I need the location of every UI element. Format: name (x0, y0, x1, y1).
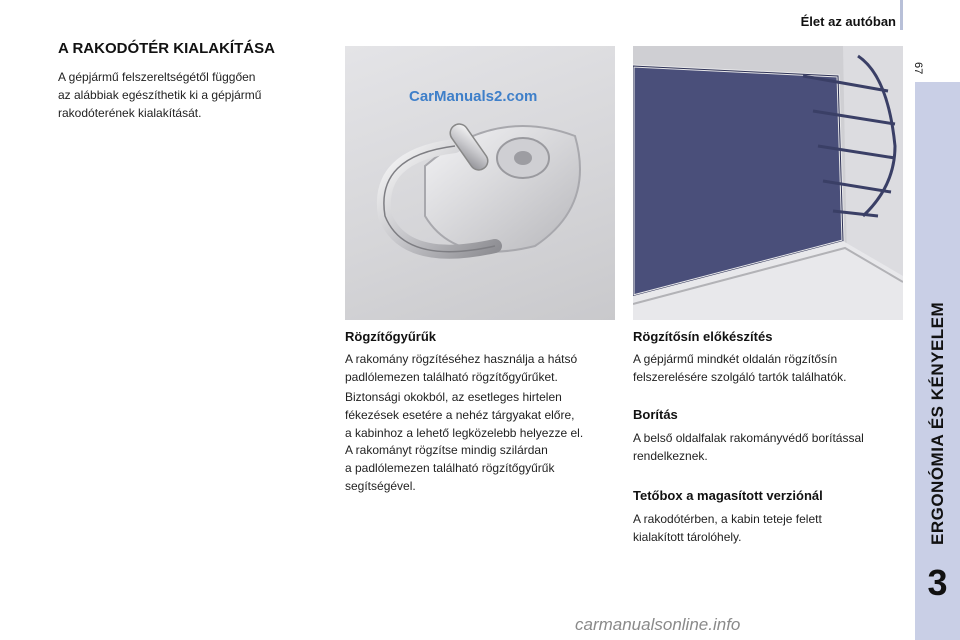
rings-heading: Rögzítőgyűrűk (345, 329, 436, 344)
text-line: Biztonsági okokból, az esetleges hirtelen (345, 390, 562, 404)
side-tab-label: ERGONÓMIA ÉS KÉNYELEM (928, 301, 947, 545)
text-line: segítségével. (345, 479, 416, 493)
rings-text-2 (345, 388, 625, 442)
text-line: a padlólemezen található rögzítőgyűrűk (345, 461, 555, 475)
text-line: a kabinhoz a lehető legközelebb helyezze el. (345, 426, 584, 440)
rings-text-1 (345, 350, 625, 386)
text-line: A gépjármű mindkét oldalán rögzítősín (633, 352, 838, 366)
text-line: A rakomány rögzítéséhez használja a hátsó (345, 352, 578, 366)
intro-line: rakodóterének kialakítását. (58, 106, 202, 120)
footer-watermark: carmanualsonline.info (575, 615, 741, 634)
intro-text (58, 68, 328, 122)
roofbox-text (633, 510, 903, 546)
text-line: fékezések esetére a nehéz tárgyakat előre, (345, 408, 575, 422)
header-line (900, 0, 903, 30)
text-line: kialakított tárolóhely. (633, 530, 742, 544)
cargo-panel-image (633, 46, 903, 320)
page-title: A RAKODÓTÉR KIALAKÍTÁSA (58, 40, 275, 57)
text-line: A belső oldalfalak rakományvédő borítással (633, 431, 864, 445)
rail-heading: Rögzítősín előkészítés (633, 329, 773, 344)
text-line: A rakományt rögzítse mindig szilárdan (345, 443, 548, 457)
intro-line: az alábbiak egészíthetik ki a gépjármű (58, 88, 262, 102)
text-line: felszerelésére szolgáló tartók találhatók. (633, 370, 847, 384)
rings-text-3 (345, 441, 625, 495)
chapter-number: 3 (927, 562, 948, 603)
cover-text (633, 429, 903, 465)
text-line: rendelkeznek. (633, 449, 708, 463)
header-title: Élet az autóban (800, 14, 896, 29)
image-watermark: CarManuals2.com (409, 88, 538, 105)
cover-heading: Borítás (633, 407, 678, 422)
anchor-ring-image (345, 46, 615, 320)
page-number: 67 (912, 62, 924, 75)
roofbox-heading: Tetőbox a magasított verziónál (633, 488, 823, 503)
rail-text (633, 350, 903, 386)
intro-line: A gépjármű felszereltségétől függően (58, 70, 256, 84)
text-line: A rakodótérben, a kabin teteje felett (633, 512, 822, 526)
cargo-panel-illustration (633, 46, 903, 320)
text-line: padlólemezen található rögzítőgyűrűket. (345, 370, 558, 384)
